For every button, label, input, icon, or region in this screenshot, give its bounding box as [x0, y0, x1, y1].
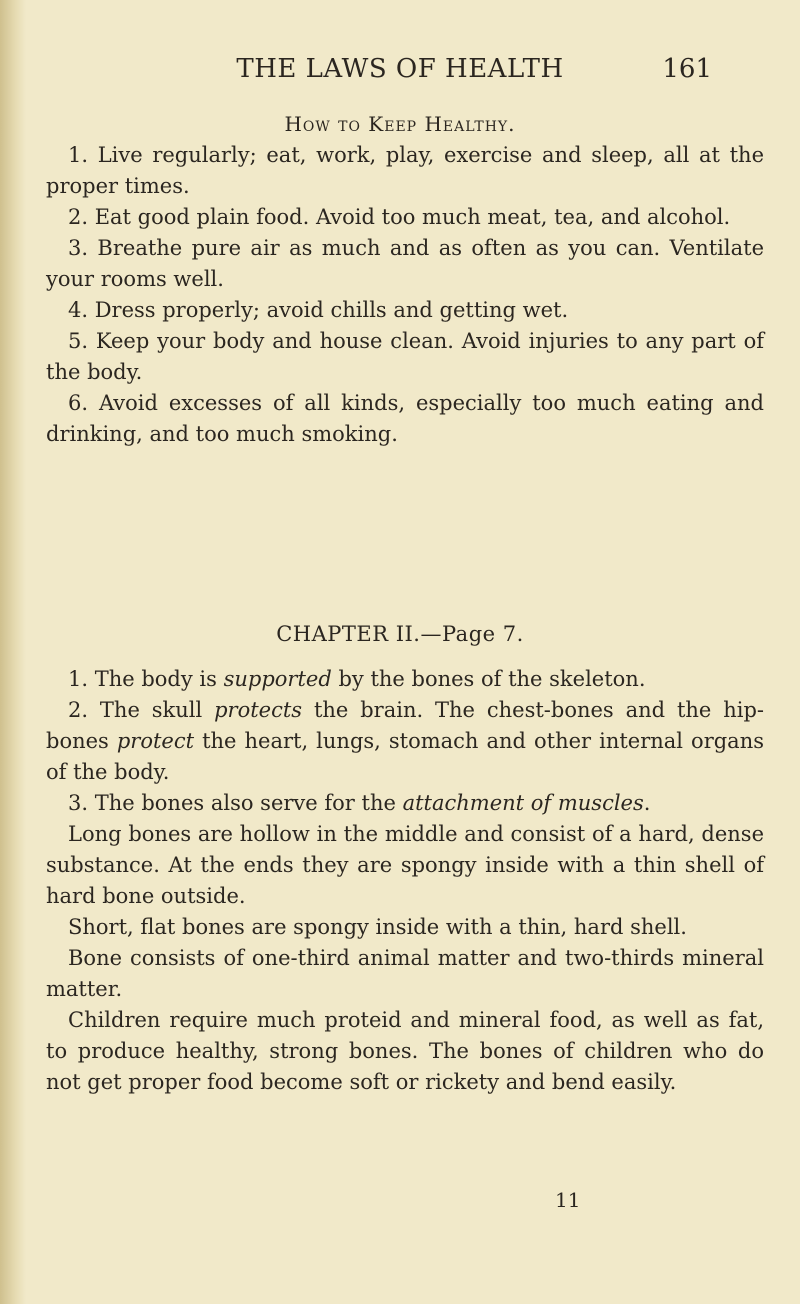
- signature-mark: 11: [555, 1188, 581, 1212]
- list-item: 4. Dress properly; avoid chills and getting wet.: [68, 298, 569, 322]
- emphasis: protects: [214, 698, 303, 722]
- chapter-item-2: 2. The skull protects the brain. The chest-bones and the hip-bones protect the heart, lungs, stomach and other internal organs of the body.: [46, 698, 765, 784]
- running-header: [0, 50, 800, 90]
- list-item: 1. Live regularly; eat, work, play, exercise and sleep, all at the proper times.: [46, 143, 764, 198]
- list-item: 3. Breathe pure air as much and as often as you can. Ventilate your rooms well.: [46, 236, 764, 291]
- paragraph: Short, flat bones are spongy inside with a thin, hard shell.: [68, 915, 687, 939]
- emphasis: supported: [223, 667, 332, 691]
- healthy-rules-list: [46, 140, 764, 450]
- chapter-heading: CHAPTER II.—Page 7.: [276, 622, 524, 646]
- paragraph: Children require much proteid and mineral food, as well as fat, to produce healthy, strong bones. The bones of children who do not get proper food become soft or rickety and bend easily.: [46, 1008, 764, 1094]
- list-item: 6. Avoid excesses of all kinds, especially too much eating and drinking, and too much smoking.: [46, 391, 764, 446]
- page-edge: [0, 0, 26, 1304]
- emphasis: protect: [116, 729, 195, 753]
- page-number: 161: [662, 54, 712, 84]
- paragraph: Long bones are hollow in the middle and consist of a hard, dense substance. At the ends they are spongy inside with a thin shell of hard bone outside.: [46, 822, 764, 908]
- list-item: 5. Keep your body and house clean. Avoid injuries to any part of the body.: [46, 329, 764, 384]
- list-item: 2. Eat good plain food. Avoid too much meat, tea, and alcohol.: [68, 205, 731, 229]
- running-title: THE LAWS OF HEALTH: [236, 54, 564, 84]
- chapter-item-1: 1. The body is supported by the bones of the skeleton.: [68, 667, 646, 691]
- section-heading: How to Keep Healthy.: [284, 112, 516, 136]
- emphasis: attachment of muscles: [402, 791, 644, 815]
- paragraph: Bone consists of one-third animal matter and two-thirds mineral matter.: [46, 946, 764, 1001]
- chapter-summary: [46, 664, 764, 1098]
- chapter-item-3: 3. The bones also serve for the attachment of muscles.: [68, 791, 651, 815]
